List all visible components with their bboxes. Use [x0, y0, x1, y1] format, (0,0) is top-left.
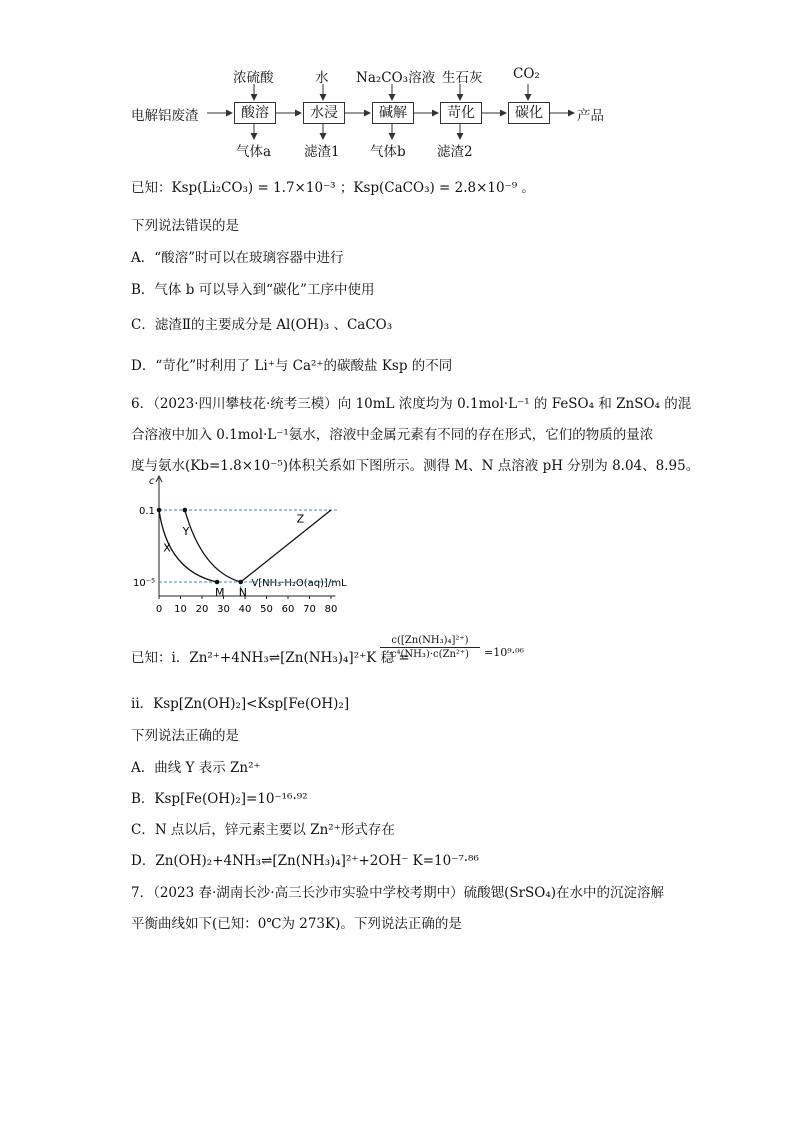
q6-stem-line-1: 6．（2023·四川攀枝花·统考三模）向 10mL 浓度均为 0.1mol·L⁻¹ 的 FeSO₄ 和 ZnSO₄ 的混 [131, 396, 692, 412]
point-label-N: N [238, 586, 247, 599]
q5-option-d[interactable]: D．“苛化”时利用了 Li⁺与 Ca²⁺的碳酸盐 Ksp 的不同 [131, 358, 453, 374]
x-tick-label-40: 40 [238, 604, 252, 615]
curve-Z [241, 510, 331, 582]
flow-step-acid: 酸溶 [234, 102, 276, 124]
q6-known-i: 已知：i．Zn²⁺+4NH₃⇌[Zn(NH₃)₄]²⁺K 稳 = [131, 650, 410, 666]
flow-start: 电解铝废渣 [131, 108, 199, 124]
x-tick-label-60: 60 [281, 604, 295, 615]
x-axis-label: V[NH₃·H₂O(aq)]/mL [251, 578, 347, 589]
flow-step-alkali: 碱解 [372, 102, 414, 124]
point-N [238, 580, 243, 585]
x-tick-label-80: 80 [324, 604, 338, 615]
x-tick-label-20: 20 [195, 604, 209, 615]
y-tick-label-0.1: 0.1 [139, 506, 155, 517]
curve-Y [185, 510, 241, 582]
flow-end: 产品 [577, 108, 604, 124]
flow-input-1: 浓硫酸 [233, 70, 274, 86]
flow-output-4: 滤渣2 [437, 144, 473, 160]
q5-option-a[interactable]: A．“酸溶”时可以在玻璃容器中进行 [131, 250, 344, 266]
concentration-chart [131, 472, 411, 622]
flow-input-3: Na₂CO₃溶液 [356, 70, 436, 86]
flow-input-5: CO₂ [513, 66, 540, 82]
q5-known: 已知：Ksp(Li₂CO₃) = 1.7×10⁻³ ；Ksp(CaCO₃) = 2.8×10⁻⁹ 。 [131, 180, 535, 196]
y-tick-label-1e-5: 10⁻⁵ [133, 578, 156, 589]
q6-prompt: 下列说法正确的是 [131, 728, 239, 744]
flow-input-4: 生石灰 [442, 70, 483, 86]
q5-prompt: 下列说法错误的是 [131, 218, 239, 234]
flow-output-2: 滤渣1 [304, 144, 340, 160]
flow-step-carbon: 碳化 [508, 102, 550, 124]
flow-arrows [0, 0, 794, 170]
q6-stem-line-2: 合溶液中加入 0.1mol·L⁻¹氨水，溶液中金属元素有不同的存在形式，它们的物质的量浓 [131, 427, 654, 443]
point-X-start [157, 508, 162, 513]
x-tick-label-70: 70 [303, 604, 316, 615]
point-Y-start [183, 508, 188, 513]
q7-line-1: 7．（2023 春·湖南长沙·高三长沙市实验中学校考期中）硫酸锶(SrSO₄)在水中的沉淀溶解 [131, 885, 665, 901]
series-label-Z: Z [296, 512, 305, 526]
q6-stem-line-3: 度与氨水(Kb=1.8×10⁻⁵)体积关系如下图所示。测得 M、N 点溶液 pH 分别为 8.04、8.95。 [131, 458, 700, 474]
flow-step-water: 水浸 [303, 102, 345, 124]
q6-known-ii: ii．Ksp[Zn(OH)₂]<Ksp[Fe(OH)₂] [131, 696, 350, 712]
q6-option-a[interactable]: A．曲线 Y 表示 Zn²⁺ [131, 760, 261, 776]
q6-fraction-denominator: c⁴(NH₃)·c(Zn²⁺) [390, 649, 470, 660]
q6-option-b[interactable]: B．Ksp[Fe(OH)₂]=10⁻¹⁶·⁹² [131, 791, 308, 807]
point-M [215, 580, 220, 585]
flow-step-caustic: 苛化 [440, 102, 482, 124]
q6-fraction-numerator: c([Zn(NH₃)₄]²⁺) [380, 635, 480, 648]
x-tick-label-50: 50 [260, 604, 273, 615]
q6-fraction-value: =10⁹·⁰⁶ [484, 646, 524, 659]
q6-option-d[interactable]: D．Zn(OH)₂+4NH₃⇌[Zn(NH₃)₄]²⁺+2OH⁻ K=10⁻⁷·⁸⁶ [131, 853, 479, 869]
x-tick-label-30: 30 [217, 604, 230, 615]
q5-option-c[interactable]: C．滤渣Ⅱ的主要成分是 Al(OH)₃ 、CaCO₃ [131, 317, 393, 333]
series-label-X: X [163, 541, 171, 555]
q5-option-b[interactable]: B．气体 b 可以导入到“碳化”工序中使用 [131, 282, 375, 298]
series-label-Y: Y [182, 525, 190, 539]
q6-fraction [380, 635, 480, 660]
flow-output-1: 气体a [236, 144, 272, 160]
point-label-M: M [215, 586, 225, 599]
x-tick-label-0: 0 [155, 604, 163, 615]
q7-line-2: 平衡曲线如下(已知：0℃为 273K)。下列说法正确的是 [131, 916, 462, 932]
x-tick-label-10: 10 [174, 604, 187, 615]
flow-output-3: 气体b [370, 144, 406, 160]
y-axis-label: c [149, 476, 155, 487]
flow-input-2: 水 [315, 70, 329, 86]
q6-option-c[interactable]: C．N 点以后，锌元素主要以 Zn²⁺形式存在 [131, 822, 395, 838]
